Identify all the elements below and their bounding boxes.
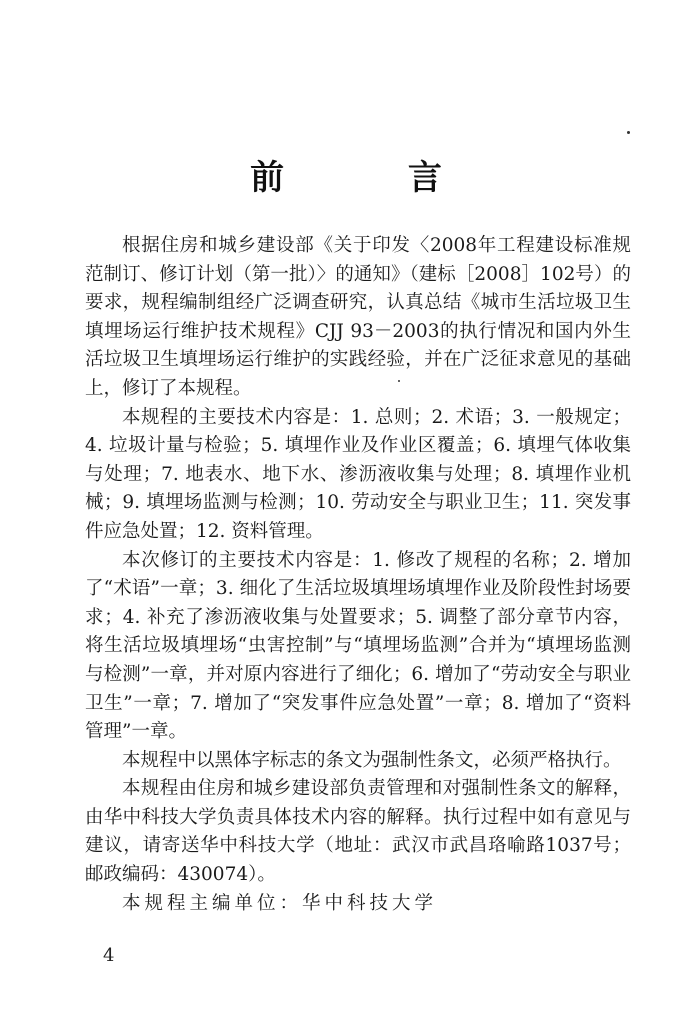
paragraph-main-content: 本规程的主要技术内容是：1. 总则；2. 术语；3. 一般规定；4. 垃圾计量与检验；5. 填埋作业及作业区覆盖；6. 填埋气体收集与处理；7. 地表水、地下水、渗沥液收集与处理；8. 填埋作业机械；9. 填埋场监测与检测；10. 劳动安全与职业卫生；11. 突发事件应急处置；12. 资料管理。: [85, 406, 631, 542]
paragraph-mandatory-clauses: 本规程中以黑体字标志的条文为强制性条文，必须严格执行。: [122, 749, 622, 771]
paragraph-basis: 根据住房和城乡建设部《关于印发〈2008年工程建设标准规范制订、修订计划（第一批）〉的通知》（建标［2008］102号）的要求，规程编制组经广泛调查研究，认真总结《城市生活垃圾卫生填埋场运行维护技术规程》CJJ 93－2003的执行情况和国内外生活垃圾卫生填埋场运行维护的实践经验，并在广泛征求意见的基础上，修订了本规程。: [85, 235, 631, 399]
paragraph-chief-editor: 本规程主编单位：华中科技大学: [122, 892, 438, 914]
paragraph-revision-content: 本次修订的主要技术内容是：1. 修改了规程的名称；2. 增加了“术语”一章；3. 细化了生活垃圾填埋场填埋作业及阶段性封场要求；4. 补充了渗沥液收集与处置要求；5. 调整了部分章节内容，将生活垃圾填埋场“虫害控制”与“填埋场监测”合并为“填埋场监测与检测”一章，并对原内容进行了细化；6. 增加了“劳动安全与职业卫生”一章；7. 增加了“突发事件应急处置”一章；8. 增加了“资料管理”一章。: [85, 549, 631, 743]
page-number: 4: [103, 945, 115, 966]
speck-mark: [627, 131, 630, 134]
page-title: 前 言: [250, 158, 498, 198]
paragraph-management: 本规程由住房和城乡建设部负责管理和对强制性条文的解释，由华中科技大学负责具体技术内容的解释。执行过程中如有意见与建议，请寄送华中科技大学（地址：武汉市武昌珞喻路1037号；邮政编码：430074）。: [85, 778, 631, 886]
preface-body: [85, 232, 631, 918]
